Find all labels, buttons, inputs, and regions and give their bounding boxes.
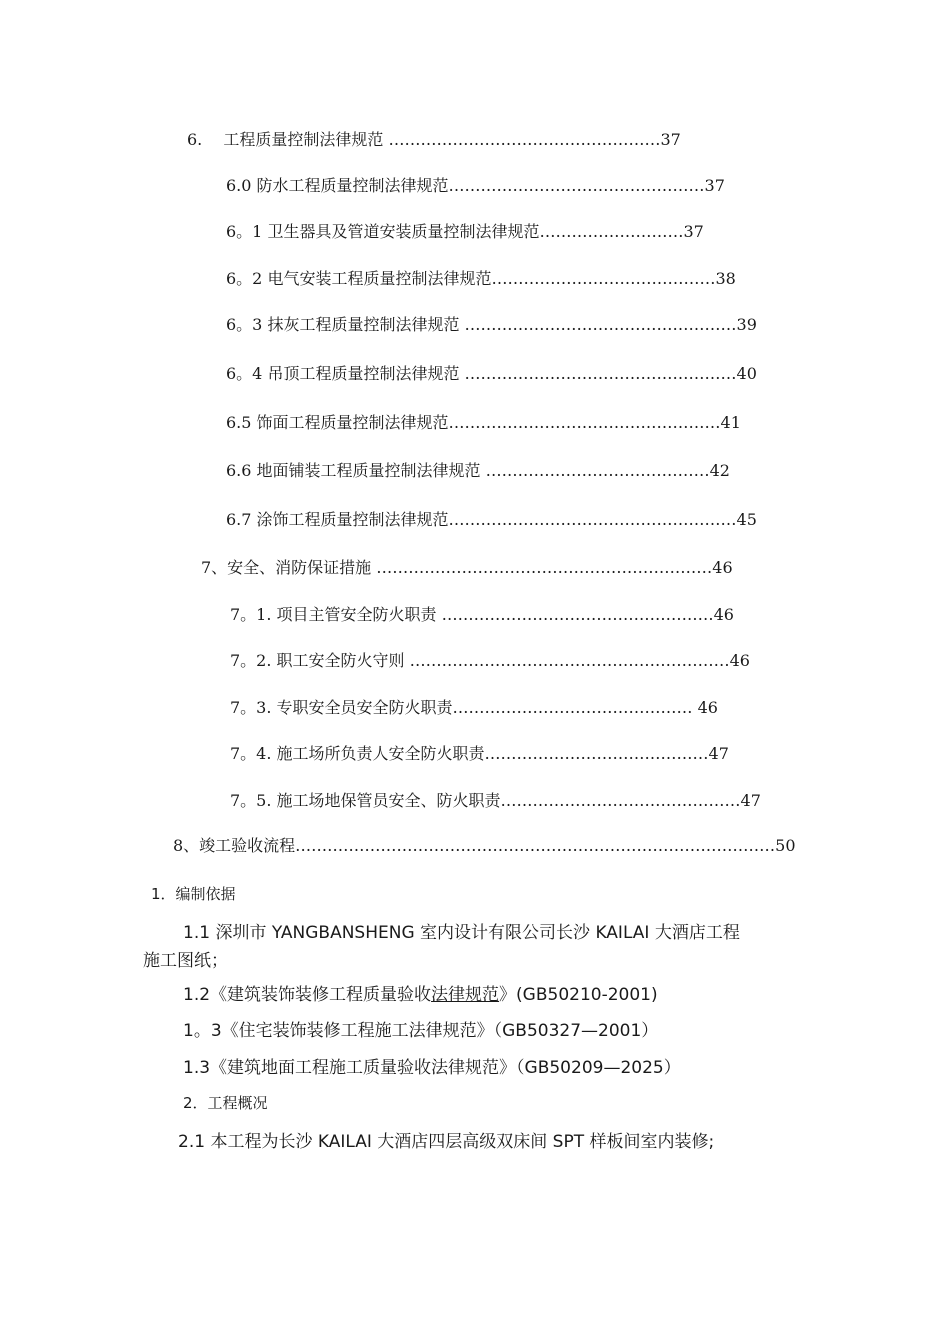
toc-entry-6-2[interactable]: 6。2 电气安装工程质量控制法律规范……………………………………38 — [226, 269, 736, 288]
basis-item-1-2 — [183, 980, 658, 1005]
basis-item-1-2-underlined: 法律规范 — [431, 985, 500, 1005]
basis-item-1-1: 1.1 深圳市 YANGBANSHENG 室内设计有限公司长沙 KAILAI 大酒店工程 — [183, 923, 740, 943]
basis-item-1-2-suffix: 》(GB50210-2001) — [499, 985, 658, 1005]
basis-item-1-3a: 1。3《住宅装饰装修工程施工法律规范》（GB50327—2001） — [183, 1021, 659, 1041]
toc-entry-7-2[interactable]: 7。2. 职工安全防火守则 ……………………………………………………46 — [230, 651, 750, 670]
toc-entry-6-1[interactable]: 6。1 卫生器具及管道安装质量控制法律规范………………………37 — [226, 222, 704, 241]
toc-entry-6-3[interactable]: 6。3 抹灰工程质量控制法律规范 ……………………………………………39 — [226, 315, 757, 334]
toc-entry-6-7[interactable]: 6.7 涂饰工程质量控制法律规范………………………………………………45 — [226, 510, 757, 529]
overview-item-2-1: 2.1 本工程为长沙 KAILAI 大酒店四层高级双床间 SPT 样板间室内装修; — [178, 1132, 715, 1152]
basis-item-1-2-prefix: 1.2《建筑装饰装修工程质量验收 — [183, 985, 432, 1005]
basis-item-1-1-continued: 施工图纸； — [143, 951, 228, 971]
toc-entry-7-5[interactable]: 7。5. 施工场地保管员安全、防火职责………………………………………47 — [230, 791, 761, 810]
section-heading-overview: 2．工程概况 — [183, 1094, 268, 1112]
toc-entry-6-0[interactable]: 6.0 防水工程质量控制法律规范…………………………………………37 — [226, 176, 725, 195]
toc-entry-7[interactable]: 7、安全、消防保证措施 ………………………………………………………46 — [201, 558, 733, 577]
basis-item-1-3b: 1.3《建筑地面工程施工质量验收法律规范》（GB50209—2025） — [183, 1058, 681, 1078]
toc-entry-7-1[interactable]: 7。1. 项目主管安全防火职责 ……………………………………………46 — [230, 605, 734, 624]
toc-entry-6[interactable]: 6. 工程质量控制法律规范 ……………………………………………37 — [187, 130, 681, 149]
section-heading-basis: 1．编制依据 — [151, 885, 236, 903]
toc-entry-7-4[interactable]: 7。4. 施工场所负责人安全防火职责……………………………………47 — [230, 744, 729, 763]
toc-entry-6-5[interactable]: 6.5 饰面工程质量控制法律规范……………………………………………41 — [226, 413, 741, 432]
toc-entry-8[interactable]: 8、竣工验收流程………………………………………………………………………………50 — [173, 836, 796, 855]
toc-entry-7-3[interactable]: 7。3. 专职安全员安全防火职责……………………………………… 46 — [230, 698, 718, 717]
toc-entry-6-4[interactable]: 6。4 吊顶工程质量控制法律规范 ……………………………………………40 — [226, 364, 757, 383]
toc-entry-6-6[interactable]: 6.6 地面铺装工程质量控制法律规范 ……………………………………42 — [226, 461, 730, 480]
